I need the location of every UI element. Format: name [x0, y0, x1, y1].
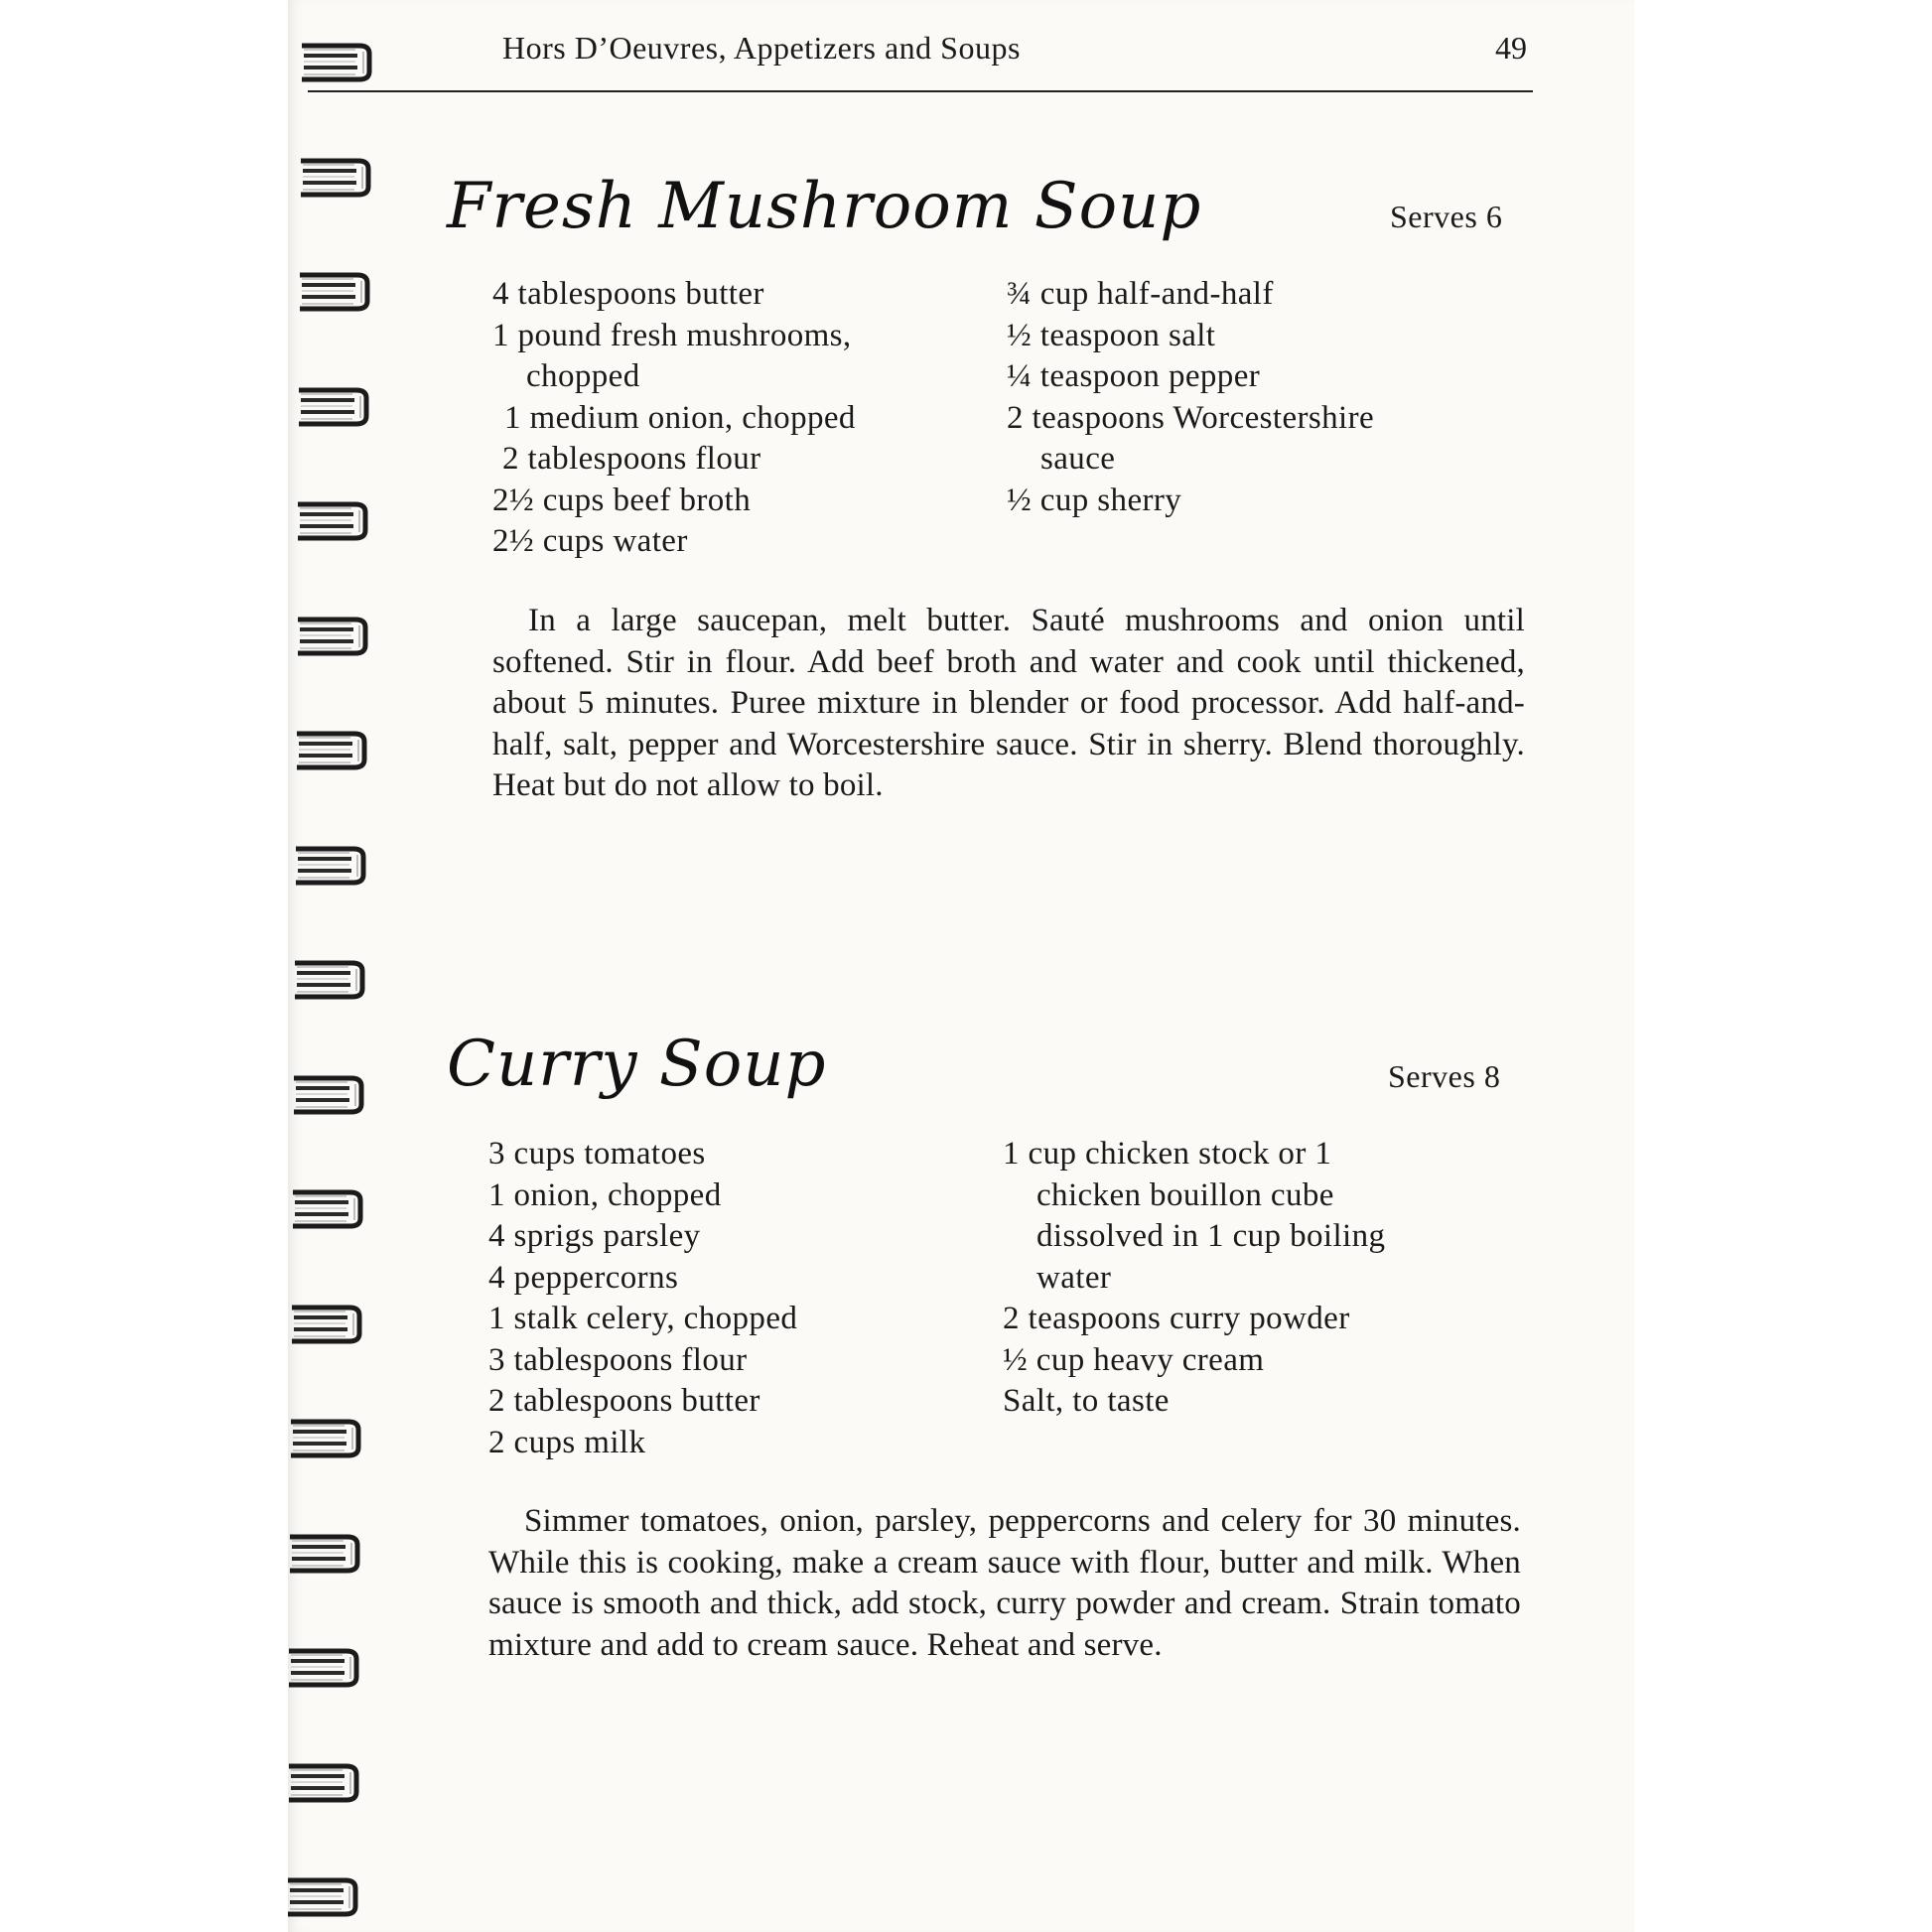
ingredient: 1 medium onion, chopped	[504, 399, 856, 436]
ingredient: 2½ cups water	[492, 523, 688, 559]
directions-mushroom-soup: In a large saucepan, melt butter. Sauté mushrooms and onion until softened. Stir in flour. Add beef broth and water and cook until thickened, about 5 minutes. Puree mixture in blender or food processor. Add half-and-half, salt, pepper and Worcestershire sauce. Stir in sherry. Blend thoroughly. Heat but do not allow to boil.	[492, 603, 1525, 803]
ingredient: 1 pound fresh mushrooms,	[492, 317, 852, 353]
spiral-coil	[286, 1872, 359, 1920]
ingredients-right-mushroom	[1007, 274, 1503, 521]
spiral-coil	[296, 612, 369, 659]
ingredient: Salt, to taste	[1003, 1383, 1170, 1419]
serves-mushroom-soup: Serves 6	[1390, 199, 1503, 234]
ingredient: 1 onion, chopped	[488, 1176, 722, 1213]
spiral-coil	[295, 726, 368, 773]
recipe-title-mushroom-soup: Fresh Mushroom Soup	[447, 170, 1202, 243]
spiral-coil	[289, 1414, 362, 1461]
ingredient: 3 cups tomatoes	[488, 1136, 706, 1172]
spiral-coil	[297, 382, 370, 430]
ingredient: 2 teaspoons Worcestershire	[1007, 399, 1375, 436]
ingredient: ½ cup sherry	[1007, 482, 1182, 518]
recipe-title-curry-soup: Curry Soup	[447, 1028, 827, 1101]
ingredient-continued: sauce	[1040, 441, 1116, 477]
ingredient: 2 cups milk	[488, 1424, 646, 1460]
spiral-coil	[299, 153, 372, 201]
spiral-coil	[290, 1300, 363, 1347]
ingredient: 2 tablespoons butter	[488, 1383, 760, 1419]
ingredient: ¾ cup half-and-half	[1007, 276, 1274, 312]
spiral-coil	[296, 496, 369, 544]
ingredient: ½ teaspoon salt	[1007, 317, 1216, 353]
spiral-coil	[300, 38, 373, 85]
ingredient: 4 sprigs parsley	[488, 1218, 701, 1254]
ingredients-left-curry	[488, 1134, 985, 1463]
ingredient: 2½ cups beef broth	[492, 482, 752, 518]
spiral-coil	[291, 1184, 364, 1232]
ingredient: 2 tablespoons flour	[502, 441, 761, 477]
spiral-coil	[292, 1070, 365, 1118]
spiral-coil	[287, 1758, 360, 1806]
spiral-coil	[294, 841, 367, 889]
ingredient: 4 peppercorns	[488, 1259, 679, 1296]
ingredient: ½ cup heavy cream	[1003, 1341, 1265, 1378]
ingredient-continued: chicken bouillon cube	[1036, 1176, 1334, 1213]
ingredient: 2 teaspoons curry powder	[1003, 1301, 1350, 1336]
ingredient: 1 stalk celery, chopped	[488, 1301, 798, 1336]
ingredient-continued: water	[1036, 1259, 1112, 1296]
ingredient: ¼ teaspoon pepper	[1007, 358, 1261, 394]
spiral-coil	[288, 1529, 361, 1577]
header-rule	[308, 90, 1533, 92]
spiral-binding	[0, 0, 397, 1932]
spiral-coil	[298, 267, 371, 315]
ingredient: 3 tablespoons flour	[488, 1341, 748, 1378]
ingredients-left-mushroom	[492, 274, 989, 563]
ingredient: 4 tablespoons butter	[492, 276, 764, 312]
serves-curry-soup: Serves 8	[1388, 1058, 1501, 1094]
page-number: 49	[1495, 30, 1527, 66]
ingredient-continued: chopped	[526, 358, 640, 394]
spiral-coil	[293, 955, 366, 1003]
directions-curry-soup: Simmer tomatoes, onion, parsley, peppercorns and celery for 30 minutes. While this is cooking, make a cream sauce with flour, butter and milk. When sauce is smooth and thick, add stock, curry powder and cream. Strain tomato mixture and add to cream sauce. Reheat and serve.	[488, 1503, 1521, 1663]
ingredient: 1 cup chicken stock or 1	[1003, 1136, 1332, 1172]
ingredients-right-curry	[1003, 1134, 1499, 1423]
ingredient-continued: dissolved in 1 cup boiling	[1036, 1218, 1386, 1254]
section-title: Hors D’Oeuvres, Appetizers and Soups	[502, 30, 1021, 66]
spiral-coil	[287, 1643, 360, 1691]
